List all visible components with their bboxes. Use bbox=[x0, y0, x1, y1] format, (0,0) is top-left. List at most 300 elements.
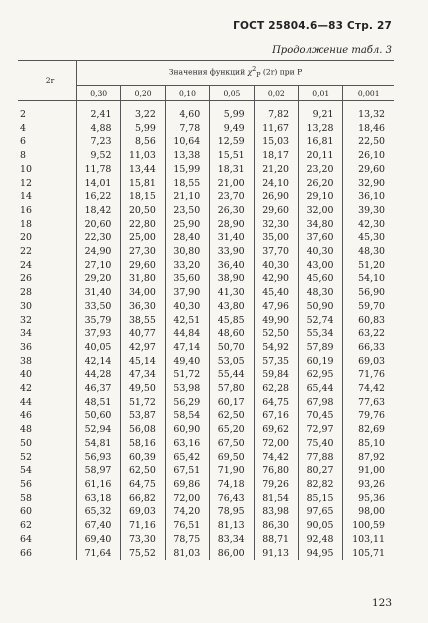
value-cell: 62,50 bbox=[121, 464, 165, 478]
value-cell: 69,50 bbox=[210, 451, 254, 465]
value-cell: 83,34 bbox=[210, 533, 254, 547]
arg-cell: 62 bbox=[20, 520, 32, 532]
value-cell: 65,32 bbox=[77, 505, 121, 519]
value-cell: 66,82 bbox=[121, 492, 165, 506]
arg-cell: 24 bbox=[20, 259, 32, 271]
table-row bbox=[18, 300, 394, 314]
arg-cell: 54 bbox=[20, 465, 32, 477]
value-cell: 56,93 bbox=[77, 451, 121, 465]
table-row bbox=[18, 409, 394, 423]
table-body bbox=[18, 101, 394, 561]
value-cell: 37,90 bbox=[165, 286, 209, 300]
table-row bbox=[18, 505, 394, 519]
value-cell: 51,20 bbox=[343, 259, 394, 273]
value-cell: 7,78 bbox=[165, 122, 209, 136]
table-row bbox=[18, 101, 394, 122]
value-cell: 91,00 bbox=[343, 464, 394, 478]
value-cell: 56,08 bbox=[121, 423, 165, 437]
value-cell: 67,98 bbox=[299, 396, 343, 410]
table-row bbox=[18, 547, 394, 561]
value-cell: 32,00 bbox=[299, 204, 343, 218]
value-cell: 4,60 bbox=[165, 101, 209, 122]
arg-cell: 30 bbox=[20, 300, 32, 312]
value-cell: 57,35 bbox=[254, 355, 298, 369]
value-cell: 80,27 bbox=[299, 464, 343, 478]
table-row bbox=[18, 355, 394, 369]
table-row bbox=[18, 478, 394, 492]
value-cell: 72,97 bbox=[299, 423, 343, 437]
value-cell: 105,71 bbox=[343, 547, 394, 561]
value-cell: 23,50 bbox=[165, 204, 209, 218]
value-cell: 63,16 bbox=[165, 437, 209, 451]
value-cell: 34,00 bbox=[121, 286, 165, 300]
value-cell: 65,42 bbox=[165, 451, 209, 465]
arg-cell: 44 bbox=[20, 396, 32, 408]
value-cell: 83,98 bbox=[254, 505, 298, 519]
value-cell: 51,72 bbox=[121, 396, 165, 410]
table-row bbox=[18, 259, 394, 273]
table-row bbox=[18, 327, 394, 341]
value-cell: 28,40 bbox=[165, 231, 209, 245]
value-cell: 11,03 bbox=[121, 149, 165, 163]
value-cell: 103,11 bbox=[343, 533, 394, 547]
value-cell: 67,40 bbox=[77, 519, 121, 533]
value-cell: 70,45 bbox=[299, 409, 343, 423]
value-cell: 13,28 bbox=[299, 122, 343, 136]
value-cell: 87,92 bbox=[343, 451, 394, 465]
value-cell: 64,75 bbox=[254, 396, 298, 410]
table-row bbox=[18, 204, 394, 218]
value-cell: 29,60 bbox=[254, 204, 298, 218]
value-cell: 36,30 bbox=[121, 300, 165, 314]
value-cell: 66,33 bbox=[343, 341, 394, 355]
arg-cell: 50 bbox=[20, 437, 32, 449]
value-cell: 31,40 bbox=[77, 286, 121, 300]
arg-cell: 32 bbox=[20, 314, 32, 326]
arg-cell: 42 bbox=[20, 383, 32, 395]
value-cell: 93,26 bbox=[343, 478, 394, 492]
value-cell: 45,85 bbox=[210, 314, 254, 328]
value-cell: 13,38 bbox=[165, 149, 209, 163]
value-cell: 81,03 bbox=[165, 547, 209, 561]
value-cell: 60,39 bbox=[121, 451, 165, 465]
value-cell: 24,90 bbox=[77, 245, 121, 259]
value-cell: 50,60 bbox=[77, 409, 121, 423]
value-cell: 26,20 bbox=[299, 177, 343, 191]
value-cell: 52,50 bbox=[254, 327, 298, 341]
value-cell: 85,10 bbox=[343, 437, 394, 451]
value-cell: 15,81 bbox=[121, 177, 165, 191]
value-cell: 63,22 bbox=[343, 327, 394, 341]
value-cell: 57,89 bbox=[299, 341, 343, 355]
value-cell: 49,40 bbox=[165, 355, 209, 369]
value-cell: 11,78 bbox=[77, 163, 121, 177]
value-cell: 76,43 bbox=[210, 492, 254, 506]
value-cell: 78,75 bbox=[165, 533, 209, 547]
arg-cell: 4 bbox=[20, 122, 26, 134]
arg-cell: 52 bbox=[20, 451, 32, 463]
value-cell: 21,00 bbox=[210, 177, 254, 191]
value-cell: 25,00 bbox=[121, 231, 165, 245]
table-continuation-note: Продолжение табл. 3 bbox=[272, 45, 392, 56]
value-cell: 8,56 bbox=[121, 135, 165, 149]
value-cell: 82,69 bbox=[343, 423, 394, 437]
value-cell: 40,30 bbox=[299, 245, 343, 259]
value-cell: 28,90 bbox=[210, 218, 254, 232]
value-cell: 63,18 bbox=[77, 492, 121, 506]
value-cell: 45,14 bbox=[121, 355, 165, 369]
value-cell: 29,60 bbox=[343, 163, 394, 177]
value-cell: 27,30 bbox=[121, 245, 165, 259]
value-cell: 60,17 bbox=[210, 396, 254, 410]
probability-column-header: 0,05 bbox=[210, 86, 254, 101]
arg-cell: 20 bbox=[20, 232, 32, 244]
value-cell: 56,29 bbox=[165, 396, 209, 410]
table-row bbox=[18, 437, 394, 451]
value-cell: 77,63 bbox=[343, 396, 394, 410]
value-cell: 86,00 bbox=[210, 547, 254, 561]
arg-cell: 36 bbox=[20, 341, 32, 353]
arg-cell: 6 bbox=[20, 136, 26, 148]
value-cell: 42,90 bbox=[254, 272, 298, 286]
value-cell: 76,80 bbox=[254, 464, 298, 478]
value-cell: 86,30 bbox=[254, 519, 298, 533]
value-cell: 20,50 bbox=[121, 204, 165, 218]
value-cell: 33,90 bbox=[210, 245, 254, 259]
value-cell: 26,30 bbox=[210, 204, 254, 218]
value-cell: 47,34 bbox=[121, 368, 165, 382]
value-cell: 44,28 bbox=[77, 368, 121, 382]
value-cell: 69,62 bbox=[254, 423, 298, 437]
value-cell: 40,30 bbox=[165, 300, 209, 314]
value-cell: 59,84 bbox=[254, 368, 298, 382]
value-cell: 32,90 bbox=[343, 177, 394, 191]
value-cell: 12,59 bbox=[210, 135, 254, 149]
value-cell: 46,37 bbox=[77, 382, 121, 396]
function-values-prefix: Значения функций bbox=[168, 68, 246, 77]
value-cell: 53,87 bbox=[121, 409, 165, 423]
table-row bbox=[18, 314, 394, 328]
value-cell: 23,20 bbox=[299, 163, 343, 177]
value-cell: 54,10 bbox=[343, 272, 394, 286]
value-cell: 42,51 bbox=[165, 314, 209, 328]
table-row bbox=[18, 122, 394, 136]
value-cell: 77,88 bbox=[299, 451, 343, 465]
value-cell: 30,80 bbox=[165, 245, 209, 259]
value-cell: 9,49 bbox=[210, 122, 254, 136]
value-cell: 67,51 bbox=[165, 464, 209, 478]
value-cell: 52,74 bbox=[299, 314, 343, 328]
value-cell: 58,16 bbox=[121, 437, 165, 451]
value-cell: 11,67 bbox=[254, 122, 298, 136]
value-cell: 7,23 bbox=[77, 135, 121, 149]
value-cell: 36,10 bbox=[343, 190, 394, 204]
probability-column-header: 0,02 bbox=[254, 86, 298, 101]
value-cell: 27,10 bbox=[77, 259, 121, 273]
value-cell: 55,34 bbox=[299, 327, 343, 341]
probability-column-header: 0,10 bbox=[165, 86, 209, 101]
table-row bbox=[18, 464, 394, 478]
value-cell: 5,99 bbox=[210, 101, 254, 122]
value-cell: 54,81 bbox=[77, 437, 121, 451]
value-cell: 29,10 bbox=[299, 190, 343, 204]
value-cell: 71,16 bbox=[121, 519, 165, 533]
value-cell: 49,50 bbox=[121, 382, 165, 396]
value-cell: 31,80 bbox=[121, 272, 165, 286]
value-cell: 88,71 bbox=[254, 533, 298, 547]
value-cell: 29,60 bbox=[121, 259, 165, 273]
value-cell: 90,05 bbox=[299, 519, 343, 533]
value-cell: 79,26 bbox=[254, 478, 298, 492]
value-cell: 40,77 bbox=[121, 327, 165, 341]
value-cell: 52,94 bbox=[77, 423, 121, 437]
value-cell: 37,60 bbox=[299, 231, 343, 245]
value-cell: 18,42 bbox=[77, 204, 121, 218]
value-cell: 95,36 bbox=[343, 492, 394, 506]
value-cell: 65,20 bbox=[210, 423, 254, 437]
arg-cell: 14 bbox=[20, 191, 32, 203]
value-cell: 72,00 bbox=[165, 492, 209, 506]
value-cell: 50,70 bbox=[210, 341, 254, 355]
value-cell: 42,14 bbox=[77, 355, 121, 369]
value-cell: 48,60 bbox=[210, 327, 254, 341]
value-cell: 18,15 bbox=[121, 190, 165, 204]
value-cell: 72,00 bbox=[254, 437, 298, 451]
value-cell: 16,22 bbox=[77, 190, 121, 204]
value-cell: 51,72 bbox=[165, 368, 209, 382]
value-cell: 78,95 bbox=[210, 505, 254, 519]
value-cell: 37,93 bbox=[77, 327, 121, 341]
value-cell: 47,14 bbox=[165, 341, 209, 355]
value-cell: 18,31 bbox=[210, 163, 254, 177]
table-row bbox=[18, 382, 394, 396]
value-cell: 100,59 bbox=[343, 519, 394, 533]
chi-subscript: P bbox=[256, 72, 261, 80]
arg-cell: 60 bbox=[20, 506, 32, 518]
value-cell: 75,52 bbox=[121, 547, 165, 561]
value-cell: 85,15 bbox=[299, 492, 343, 506]
value-cell: 15,51 bbox=[210, 149, 254, 163]
value-cell: 74,42 bbox=[343, 382, 394, 396]
value-cell: 13,32 bbox=[343, 101, 394, 122]
value-cell: 69,03 bbox=[343, 355, 394, 369]
value-cell: 14,01 bbox=[77, 177, 121, 191]
value-cell: 40,05 bbox=[77, 341, 121, 355]
value-cell: 5,99 bbox=[121, 122, 165, 136]
value-cell: 18,55 bbox=[165, 177, 209, 191]
table-row bbox=[18, 272, 394, 286]
value-cell: 18,46 bbox=[343, 122, 394, 136]
value-cell: 26,90 bbox=[254, 190, 298, 204]
value-cell: 24,10 bbox=[254, 177, 298, 191]
arg-column-header: 2r bbox=[18, 61, 77, 101]
arg-cell: 58 bbox=[20, 492, 32, 504]
value-cell: 44,84 bbox=[165, 327, 209, 341]
value-cell: 38,55 bbox=[121, 314, 165, 328]
arg-cell: 28 bbox=[20, 287, 32, 299]
value-cell: 58,97 bbox=[77, 464, 121, 478]
value-cell: 48,30 bbox=[299, 286, 343, 300]
arg-cell: 22 bbox=[20, 246, 32, 258]
value-cell: 92,48 bbox=[299, 533, 343, 547]
value-cell: 81,54 bbox=[254, 492, 298, 506]
value-cell: 33,20 bbox=[165, 259, 209, 273]
table-row bbox=[18, 149, 394, 163]
function-values-suffix: (2r) при P bbox=[262, 68, 303, 77]
value-cell: 82,82 bbox=[299, 478, 343, 492]
value-cell: 62,95 bbox=[299, 368, 343, 382]
value-cell: 40,30 bbox=[254, 259, 298, 273]
value-cell: 25,90 bbox=[165, 218, 209, 232]
value-cell: 94,95 bbox=[299, 547, 343, 561]
table-row bbox=[18, 492, 394, 506]
value-cell: 42,30 bbox=[343, 218, 394, 232]
value-cell: 2,41 bbox=[77, 101, 121, 122]
value-cell: 42,97 bbox=[121, 341, 165, 355]
probability-column-header: 0,001 bbox=[343, 86, 394, 101]
value-cell: 49,90 bbox=[254, 314, 298, 328]
value-cell: 71,76 bbox=[343, 368, 394, 382]
value-cell: 3,22 bbox=[121, 101, 165, 122]
value-cell: 54,92 bbox=[254, 341, 298, 355]
value-cell: 16,81 bbox=[299, 135, 343, 149]
value-cell: 60,83 bbox=[343, 314, 394, 328]
arg-cell: 26 bbox=[20, 273, 32, 285]
arg-cell: 40 bbox=[20, 369, 32, 381]
value-cell: 35,00 bbox=[254, 231, 298, 245]
value-cell: 73,30 bbox=[121, 533, 165, 547]
value-cell: 21,20 bbox=[254, 163, 298, 177]
value-cell: 69,40 bbox=[77, 533, 121, 547]
value-cell: 22,50 bbox=[343, 135, 394, 149]
value-cell: 74,20 bbox=[165, 505, 209, 519]
value-cell: 22,80 bbox=[121, 218, 165, 232]
table-row bbox=[18, 423, 394, 437]
value-cell: 74,18 bbox=[210, 478, 254, 492]
value-cell: 48,51 bbox=[77, 396, 121, 410]
arg-cell: 8 bbox=[20, 150, 26, 162]
value-cell: 64,75 bbox=[121, 478, 165, 492]
value-cell: 34,80 bbox=[299, 218, 343, 232]
arg-cell: 16 bbox=[20, 204, 32, 216]
table-row bbox=[18, 451, 394, 465]
value-cell: 57,80 bbox=[210, 382, 254, 396]
value-cell: 22,30 bbox=[77, 231, 121, 245]
value-cell: 69,86 bbox=[165, 478, 209, 492]
arg-cell: 64 bbox=[20, 533, 32, 545]
function-values-header bbox=[77, 61, 395, 86]
value-cell: 79,76 bbox=[343, 409, 394, 423]
table-row bbox=[18, 135, 394, 149]
value-cell: 75,40 bbox=[299, 437, 343, 451]
value-cell: 43,80 bbox=[210, 300, 254, 314]
value-cell: 50,90 bbox=[299, 300, 343, 314]
value-cell: 29,20 bbox=[77, 272, 121, 286]
value-cell: 67,50 bbox=[210, 437, 254, 451]
value-cell: 71,90 bbox=[210, 464, 254, 478]
value-cell: 15,99 bbox=[165, 163, 209, 177]
value-cell: 45,30 bbox=[343, 231, 394, 245]
value-cell: 13,44 bbox=[121, 163, 165, 177]
value-cell: 98,00 bbox=[343, 505, 394, 519]
value-cell: 45,40 bbox=[254, 286, 298, 300]
value-cell: 60,19 bbox=[299, 355, 343, 369]
arg-cell: 48 bbox=[20, 424, 32, 436]
value-cell: 37,70 bbox=[254, 245, 298, 259]
value-cell: 35,60 bbox=[165, 272, 209, 286]
value-cell: 9,21 bbox=[299, 101, 343, 122]
value-cell: 4,88 bbox=[77, 122, 121, 136]
page-number: 123 bbox=[371, 597, 392, 609]
value-cell: 55,44 bbox=[210, 368, 254, 382]
value-cell: 33,50 bbox=[77, 300, 121, 314]
table-row bbox=[18, 533, 394, 547]
value-cell: 56,90 bbox=[343, 286, 394, 300]
value-cell: 21,10 bbox=[165, 190, 209, 204]
value-cell: 41,30 bbox=[210, 286, 254, 300]
chi-square-table bbox=[18, 60, 394, 560]
probability-column-header: 0,20 bbox=[121, 86, 165, 101]
value-cell: 69,03 bbox=[121, 505, 165, 519]
table-row bbox=[18, 218, 394, 232]
chi-symbol: χ bbox=[247, 68, 253, 77]
value-cell: 65,44 bbox=[299, 382, 343, 396]
table-row bbox=[18, 245, 394, 259]
value-cell: 71,64 bbox=[77, 547, 121, 561]
value-cell: 48,30 bbox=[343, 245, 394, 259]
value-cell: 62,50 bbox=[210, 409, 254, 423]
value-cell: 20,60 bbox=[77, 218, 121, 232]
arg-cell: 10 bbox=[20, 163, 32, 175]
value-cell: 18,17 bbox=[254, 149, 298, 163]
table-row bbox=[18, 519, 394, 533]
value-cell: 53,98 bbox=[165, 382, 209, 396]
value-cell: 61,16 bbox=[77, 478, 121, 492]
value-cell: 91,13 bbox=[254, 547, 298, 561]
arg-cell: 2 bbox=[20, 109, 26, 120]
value-cell: 36,40 bbox=[210, 259, 254, 273]
table-row bbox=[18, 177, 394, 191]
value-cell: 74,42 bbox=[254, 451, 298, 465]
value-cell: 76,51 bbox=[165, 519, 209, 533]
value-cell: 47,96 bbox=[254, 300, 298, 314]
probability-column-header: 0,30 bbox=[77, 86, 121, 101]
value-cell: 10,64 bbox=[165, 135, 209, 149]
value-cell: 9,52 bbox=[77, 149, 121, 163]
arg-cell: 46 bbox=[20, 410, 32, 422]
document-header: ГОСТ 25804.6—83 Стр. 27 bbox=[233, 20, 392, 32]
value-cell: 43,00 bbox=[299, 259, 343, 273]
value-cell: 26,10 bbox=[343, 149, 394, 163]
value-cell: 35,79 bbox=[77, 314, 121, 328]
table-row bbox=[18, 231, 394, 245]
table-row bbox=[18, 396, 394, 410]
arg-cell: 38 bbox=[20, 355, 32, 367]
value-cell: 45,60 bbox=[299, 272, 343, 286]
arg-cell: 18 bbox=[20, 218, 32, 230]
value-cell: 38,90 bbox=[210, 272, 254, 286]
value-cell: 31,40 bbox=[210, 231, 254, 245]
value-cell: 32,30 bbox=[254, 218, 298, 232]
value-cell: 81,13 bbox=[210, 519, 254, 533]
value-cell: 23,70 bbox=[210, 190, 254, 204]
value-cell: 39,30 bbox=[343, 204, 394, 218]
value-cell: 7,82 bbox=[254, 101, 298, 122]
probability-column-header: 0,01 bbox=[299, 86, 343, 101]
value-cell: 67,16 bbox=[254, 409, 298, 423]
value-cell: 60,90 bbox=[165, 423, 209, 437]
table-row bbox=[18, 163, 394, 177]
